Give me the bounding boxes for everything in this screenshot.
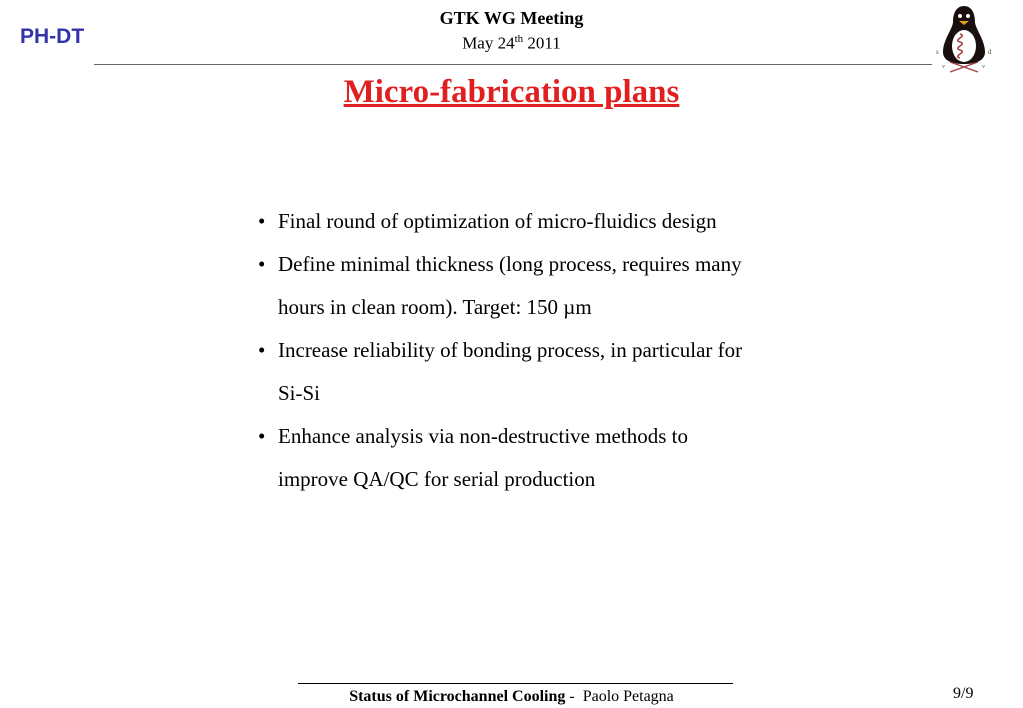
svg-text:v: v xyxy=(982,64,985,70)
svg-text:d: d xyxy=(988,48,992,56)
penguin-logo-icon xyxy=(930,2,998,74)
meeting-name: GTK WG Meeting xyxy=(439,8,584,28)
bullet-list xyxy=(258,200,748,501)
meeting-date: May 24th 2011 xyxy=(462,33,561,53)
bullet-item: • Final round of optimization of micro-fluidics design xyxy=(258,209,717,233)
slide-title: Micro-fabrication plans xyxy=(343,74,680,110)
footer-text: Status of Microchannel Cooling - Paolo Petagna xyxy=(349,688,674,705)
svg-text:s: s xyxy=(936,48,939,56)
header-divider xyxy=(94,64,932,65)
talk-title: Status of Microchannel Cooling xyxy=(349,688,566,705)
svg-text:v: v xyxy=(942,64,945,70)
footer-divider xyxy=(298,683,733,684)
page-number: 9/9 xyxy=(953,685,974,702)
bullet-item: • Increase reliability of bonding process, in particular for Si-Si xyxy=(258,338,743,405)
bullet-item: • Enhance analysis via non-destructive methods to improve QA/QC for serial production xyxy=(258,424,688,491)
author: Paolo Petagna xyxy=(582,688,674,705)
brand-label: PH-DT xyxy=(20,25,85,48)
bullet-item: • Define minimal thickness (long process, requires many hours in clean room). Target: 150 µm xyxy=(258,252,742,319)
